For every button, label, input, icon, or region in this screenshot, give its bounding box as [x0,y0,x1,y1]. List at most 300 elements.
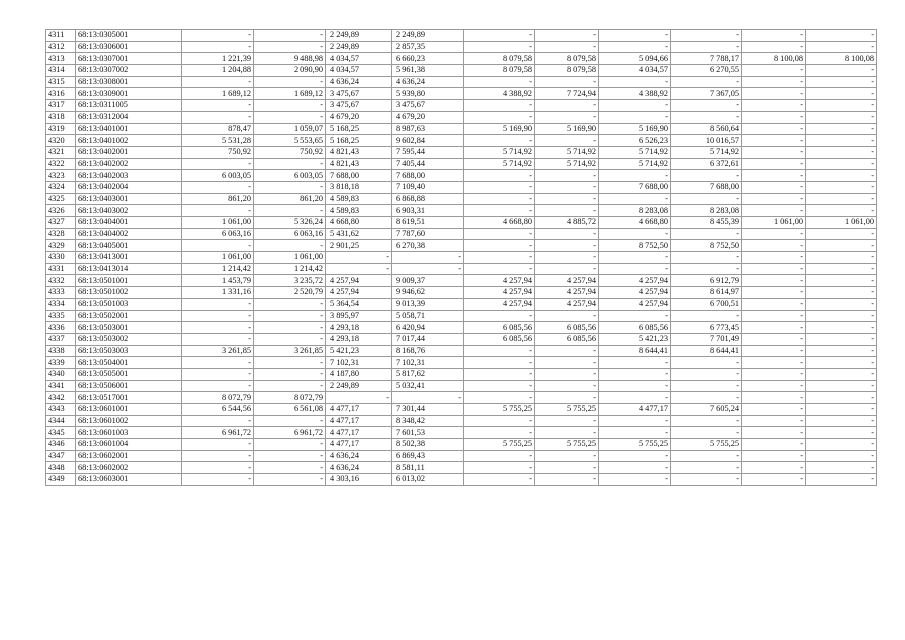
cell-value-col-8: - [671,368,742,380]
cell-value-col-9: - [742,392,806,404]
cell-value-col-10: - [806,298,877,310]
cell-value-col-1: 6 544,56 [182,404,254,416]
cell-value-col-5: - [464,427,535,439]
cell-value-col-4: - [392,252,464,264]
cell-value-col-5: - [464,368,535,380]
cell-row-number: 4338 [46,345,76,357]
cell-value-col-8: 8 644,41 [671,345,742,357]
cell-value-col-7: 4 257,94 [599,275,671,287]
cell-value-col-5: 4 257,94 [464,287,535,299]
table-row [46,404,877,416]
cell-value-col-6: - [535,240,599,252]
cell-value-col-8: 7 788,17 [671,53,742,65]
cell-value-col-10: - [806,427,877,439]
cell-row-number: 4329 [46,240,76,252]
cell-value-col-9: - [742,275,806,287]
cell-value-col-1: 1 221,39 [182,53,254,65]
cell-value-col-3: 4 679,20 [326,111,392,123]
cell-cadastral-code: 68:13:0517001 [76,392,182,404]
table-row [46,100,877,112]
cell-value-col-4: 8 987,63 [392,123,464,135]
cell-value-col-7: 4 477,17 [599,404,671,416]
cell-value-col-5: - [464,193,535,205]
cell-value-col-7: 4 034,57 [599,65,671,77]
table-row [46,65,877,77]
cell-value-col-8: - [671,100,742,112]
cell-value-col-5: - [464,170,535,182]
cell-cadastral-code: 68:13:0307002 [76,65,182,77]
cell-value-col-6: 7 724,94 [535,88,599,100]
cell-value-col-4: 7 405,44 [392,158,464,170]
cell-cadastral-code: 68:13:0403001 [76,193,182,205]
cell-value-col-1: - [182,415,254,427]
cell-value-col-2: - [254,322,326,334]
cell-value-col-2: 5 553,65 [254,135,326,147]
cell-value-col-3: 4 477,17 [326,415,392,427]
cell-value-col-9: - [742,100,806,112]
cell-value-col-1: - [182,76,254,88]
cell-value-col-3: 4 589,83 [326,193,392,205]
cell-value-col-2: 750,92 [254,146,326,158]
table-row [46,193,877,205]
cell-value-col-10: - [806,205,877,217]
cell-value-col-9: - [742,427,806,439]
cell-value-col-10: - [806,368,877,380]
cell-cadastral-code: 68:13:0401002 [76,135,182,147]
cell-value-col-5: - [464,450,535,462]
cell-value-col-10: - [806,158,877,170]
cell-value-col-6: - [535,357,599,369]
cell-value-col-8: - [671,357,742,369]
table-row [46,263,877,275]
table-row [46,53,877,65]
cell-value-col-3: 4 636,24 [326,450,392,462]
cell-value-col-2: - [254,357,326,369]
cell-value-col-9: - [742,41,806,53]
cell-value-col-6: 4 885,72 [535,217,599,229]
cell-value-col-8: 6 912,79 [671,275,742,287]
cell-value-col-2: - [254,474,326,486]
table-row [46,333,877,345]
cell-value-col-6: - [535,252,599,264]
cell-value-col-8: - [671,415,742,427]
cell-value-col-7: 5 714,92 [599,146,671,158]
cell-value-col-8: 7 367,05 [671,88,742,100]
cell-value-col-5: - [464,310,535,322]
cell-value-col-8: - [671,228,742,240]
cell-value-col-9: 8 100,08 [742,53,806,65]
cell-value-col-1: 1 689,12 [182,88,254,100]
cell-row-number: 4343 [46,404,76,416]
cell-value-col-9: - [742,170,806,182]
cell-value-col-3: 2 901,25 [326,240,392,252]
cell-value-col-10: - [806,88,877,100]
cell-value-col-2: - [254,368,326,380]
cell-value-col-6: 8 079,58 [535,53,599,65]
cell-value-col-6: - [535,263,599,275]
cell-value-col-1: 750,92 [182,146,254,158]
cell-value-col-9: - [742,310,806,322]
table-row [46,228,877,240]
table-row [46,439,877,451]
cell-cadastral-code: 68:13:0311005 [76,100,182,112]
cell-value-col-7: - [599,368,671,380]
table-row [46,181,877,193]
cell-value-col-4: 6 868,88 [392,193,464,205]
cell-row-number: 4317 [46,100,76,112]
cell-row-number: 4325 [46,193,76,205]
cell-value-col-8: 6 773,45 [671,322,742,334]
cell-value-col-1: - [182,450,254,462]
cell-value-col-9: - [742,462,806,474]
cell-value-col-5: - [464,228,535,240]
cell-row-number: 4315 [46,76,76,88]
cell-value-col-7: 5 094,66 [599,53,671,65]
table-body [46,30,877,486]
cell-row-number: 4345 [46,427,76,439]
cell-value-col-2: 3 261,85 [254,345,326,357]
cell-value-col-2: 2 520,79 [254,287,326,299]
cell-row-number: 4322 [46,158,76,170]
cell-value-col-7: 5 714,92 [599,158,671,170]
cell-value-col-9: - [742,158,806,170]
cell-value-col-6: 5 169,90 [535,123,599,135]
cell-row-number: 4341 [46,380,76,392]
cell-value-col-10: - [806,357,877,369]
cell-value-col-7: - [599,392,671,404]
table-row [46,474,877,486]
cell-value-col-8: - [671,392,742,404]
cell-value-col-9: - [742,88,806,100]
cell-value-col-4: 8 348,42 [392,415,464,427]
cell-value-col-4: 9 946,62 [392,287,464,299]
cell-value-col-6: 5 755,25 [535,404,599,416]
cell-value-col-4: 2 857,35 [392,41,464,53]
cell-value-col-8: 8 752,50 [671,240,742,252]
cell-value-col-7: 4 257,94 [599,298,671,310]
cell-value-col-4: 6 270,38 [392,240,464,252]
cell-value-col-5: - [464,240,535,252]
cell-cadastral-code: 68:13:0402003 [76,170,182,182]
cell-value-col-6: - [535,380,599,392]
cell-value-col-9: - [742,298,806,310]
cell-value-col-4: - [392,392,464,404]
cell-value-col-6: - [535,427,599,439]
cell-cadastral-code: 68:13:0601004 [76,439,182,451]
cell-value-col-3: 4 257,94 [326,287,392,299]
cell-value-col-5: - [464,380,535,392]
cell-value-col-2: - [254,310,326,322]
cell-value-col-6: 4 257,94 [535,298,599,310]
cell-value-col-1: - [182,205,254,217]
table-row [46,275,877,287]
cell-value-col-2: 1 059,07 [254,123,326,135]
cell-value-col-6: 6 085,56 [535,333,599,345]
cell-value-col-3: 4 034,57 [326,65,392,77]
cell-value-col-7: 6 526,23 [599,135,671,147]
table-row [46,450,877,462]
cell-row-number: 4327 [46,217,76,229]
cell-row-number: 4337 [46,333,76,345]
cell-value-col-2: 6 003,05 [254,170,326,182]
cell-value-col-10: - [806,287,877,299]
cell-value-col-10: - [806,404,877,416]
cell-value-col-9: - [742,76,806,88]
cell-cadastral-code: 68:13:0501001 [76,275,182,287]
cell-value-col-5: 4 668,80 [464,217,535,229]
cell-value-col-8: - [671,30,742,42]
cell-value-col-4: 7 601,53 [392,427,464,439]
cell-value-col-8: - [671,41,742,53]
cell-value-col-6: 8 079,58 [535,65,599,77]
cell-row-number: 4333 [46,287,76,299]
cell-value-col-3: 4 187,80 [326,368,392,380]
cell-value-col-4: 7 109,40 [392,181,464,193]
cell-value-col-10: - [806,322,877,334]
cell-value-col-5: - [464,76,535,88]
cell-value-col-5: - [464,181,535,193]
cell-row-number: 4330 [46,252,76,264]
cell-value-col-8: - [671,252,742,264]
cell-value-col-3: 4 477,17 [326,404,392,416]
cell-value-col-2: - [254,111,326,123]
cell-value-col-6: - [535,30,599,42]
cell-value-col-2: 6 961,72 [254,427,326,439]
cell-value-col-10: 8 100,08 [806,53,877,65]
cell-value-col-2: 9 488,98 [254,53,326,65]
table-row [46,111,877,123]
cell-value-col-2: 6 063,16 [254,228,326,240]
cell-value-col-5: 8 079,58 [464,65,535,77]
cell-value-col-9: - [742,205,806,217]
cell-row-number: 4318 [46,111,76,123]
cell-value-col-4: 5 817,62 [392,368,464,380]
cell-value-col-5: - [464,111,535,123]
cell-value-col-7: 8 644,41 [599,345,671,357]
cell-value-col-8: 7 701,49 [671,333,742,345]
cell-cadastral-code: 68:13:0308001 [76,76,182,88]
cell-cadastral-code: 68:13:0305001 [76,30,182,42]
cell-value-col-9: 1 061,00 [742,217,806,229]
table-row [46,135,877,147]
cell-value-col-7: - [599,474,671,486]
cell-cadastral-code: 68:13:0601001 [76,404,182,416]
cell-value-col-4: 9 602,84 [392,135,464,147]
cell-value-col-4: 6 903,31 [392,205,464,217]
cell-value-col-6: 5 714,92 [535,146,599,158]
cell-value-col-5: 5 714,92 [464,146,535,158]
cell-value-col-6: 4 257,94 [535,275,599,287]
cell-row-number: 4344 [46,415,76,427]
cell-value-col-1: 1 214,42 [182,263,254,275]
cell-cadastral-code: 68:13:0413001 [76,252,182,264]
cell-value-col-5: - [464,357,535,369]
cell-row-number: 4328 [46,228,76,240]
cell-cadastral-code: 68:13:0309001 [76,88,182,100]
cell-value-col-5: 4 388,92 [464,88,535,100]
cell-row-number: 4323 [46,170,76,182]
cell-value-col-9: - [742,228,806,240]
cell-cadastral-code: 68:13:0402001 [76,146,182,158]
cell-value-col-3: 3 475,67 [326,88,392,100]
cell-value-col-5: - [464,263,535,275]
cell-value-col-1: 8 072,79 [182,392,254,404]
cell-value-col-8: - [671,380,742,392]
cell-row-number: 4340 [46,368,76,380]
cell-value-col-7: 6 085,56 [599,322,671,334]
cell-cadastral-code: 68:13:0404002 [76,228,182,240]
cell-value-col-8: 7 605,24 [671,404,742,416]
cell-value-col-5: 4 257,94 [464,298,535,310]
cell-value-col-2: - [254,76,326,88]
cell-cadastral-code: 68:13:0306001 [76,41,182,53]
cell-value-col-8: - [671,76,742,88]
cell-value-col-4: 6 660,23 [392,53,464,65]
cell-value-col-6: - [535,41,599,53]
cell-value-col-8: 8 560,64 [671,123,742,135]
cell-value-col-6: - [535,205,599,217]
cell-value-col-6: - [535,310,599,322]
cell-value-col-2: 861,20 [254,193,326,205]
cell-value-col-10: - [806,380,877,392]
cell-value-col-3: 4 636,24 [326,76,392,88]
cell-value-col-9: - [742,146,806,158]
cell-value-col-7: - [599,228,671,240]
cell-value-col-5: 5 755,25 [464,404,535,416]
table-row [46,240,877,252]
cell-row-number: 4348 [46,462,76,474]
cell-value-col-3: 5 431,62 [326,228,392,240]
cell-row-number: 4336 [46,322,76,334]
cell-value-col-9: - [742,111,806,123]
cell-value-col-4: 8 619,51 [392,217,464,229]
cell-value-col-8: 8 455,39 [671,217,742,229]
cell-value-col-2: - [254,380,326,392]
cell-value-col-4: 8 168,76 [392,345,464,357]
cell-value-col-2: - [254,415,326,427]
cell-row-number: 4339 [46,357,76,369]
cell-cadastral-code: 68:13:0601002 [76,415,182,427]
cell-value-col-10: - [806,333,877,345]
cell-value-col-1: 1 453,79 [182,275,254,287]
cell-value-col-3: 7 688,00 [326,170,392,182]
cell-value-col-7: 4 257,94 [599,287,671,299]
table-row [46,462,877,474]
cell-value-col-9: - [742,345,806,357]
cell-value-col-10: - [806,415,877,427]
cell-value-col-6: 6 085,56 [535,322,599,334]
cell-value-col-1: 861,20 [182,193,254,205]
cell-row-number: 4346 [46,439,76,451]
cell-value-col-4: - [392,263,464,275]
cell-value-col-7: 5 755,25 [599,439,671,451]
cell-value-col-8: - [671,263,742,275]
cell-value-col-4: 7 595,44 [392,146,464,158]
cell-value-col-4: 4 636,24 [392,76,464,88]
cell-row-number: 4334 [46,298,76,310]
cell-value-col-3: 2 249,89 [326,30,392,42]
cell-value-col-10: - [806,100,877,112]
cell-cadastral-code: 68:13:0506001 [76,380,182,392]
cell-value-col-1: 1 204,88 [182,65,254,77]
cell-value-col-2: 5 326,24 [254,217,326,229]
cell-value-col-2: 6 561,08 [254,404,326,416]
cell-value-col-9: - [742,368,806,380]
cell-value-col-8: - [671,170,742,182]
cell-value-col-6: - [535,392,599,404]
cell-value-col-5: - [464,30,535,42]
cell-cadastral-code: 68:13:0402004 [76,181,182,193]
cell-value-col-10: - [806,41,877,53]
cell-value-col-3: 3 895,97 [326,310,392,322]
cell-value-col-6: - [535,170,599,182]
cell-value-col-1: - [182,30,254,42]
cell-value-col-7: - [599,415,671,427]
cell-value-col-2: - [254,41,326,53]
cell-cadastral-code: 68:13:0312004 [76,111,182,123]
cell-row-number: 4326 [46,205,76,217]
cell-value-col-8: 10 016,57 [671,135,742,147]
cell-value-col-1: - [182,462,254,474]
cell-value-col-10: 1 061,00 [806,217,877,229]
cell-cadastral-code: 68:13:0603001 [76,474,182,486]
table-row [46,170,877,182]
cell-value-col-10: - [806,439,877,451]
cell-value-col-10: - [806,462,877,474]
table-row [46,287,877,299]
cell-value-col-2: 2 090,90 [254,65,326,77]
cell-value-col-10: - [806,275,877,287]
cell-value-col-10: - [806,111,877,123]
cell-value-col-1: - [182,333,254,345]
data-table [45,29,877,486]
cell-value-col-4: 6 013,02 [392,474,464,486]
cell-value-col-10: - [806,135,877,147]
cell-value-col-9: - [742,287,806,299]
cell-value-col-1: - [182,298,254,310]
table-row [46,76,877,88]
cell-value-col-10: - [806,345,877,357]
cell-value-col-6: 5 714,92 [535,158,599,170]
cell-value-col-3: 3 818,18 [326,181,392,193]
cell-cadastral-code: 68:13:0504001 [76,357,182,369]
cell-cadastral-code: 68:13:0501003 [76,298,182,310]
cell-value-col-3: 5 168,25 [326,135,392,147]
cell-value-col-10: - [806,146,877,158]
cell-value-col-8: - [671,193,742,205]
cell-value-col-7: 4 388,92 [599,88,671,100]
cell-value-col-9: - [742,135,806,147]
cell-value-col-2: - [254,240,326,252]
cell-value-col-5: 6 085,56 [464,333,535,345]
cell-row-number: 4332 [46,275,76,287]
table-row [46,368,877,380]
table-row [46,217,877,229]
cell-value-col-7: 5 169,90 [599,123,671,135]
cell-value-col-3: 2 249,89 [326,380,392,392]
cell-row-number: 4311 [46,30,76,42]
cell-value-col-9: - [742,474,806,486]
cell-value-col-3: 4 668,80 [326,217,392,229]
cell-value-col-4: 7 688,00 [392,170,464,182]
cell-value-col-3: 4 636,24 [326,462,392,474]
cell-value-col-6: 5 755,25 [535,439,599,451]
table-row [46,380,877,392]
cell-row-number: 4321 [46,146,76,158]
cell-value-col-3: 4 257,94 [326,275,392,287]
cell-value-col-4: 6 869,43 [392,450,464,462]
cell-value-col-4: 5 939,80 [392,88,464,100]
